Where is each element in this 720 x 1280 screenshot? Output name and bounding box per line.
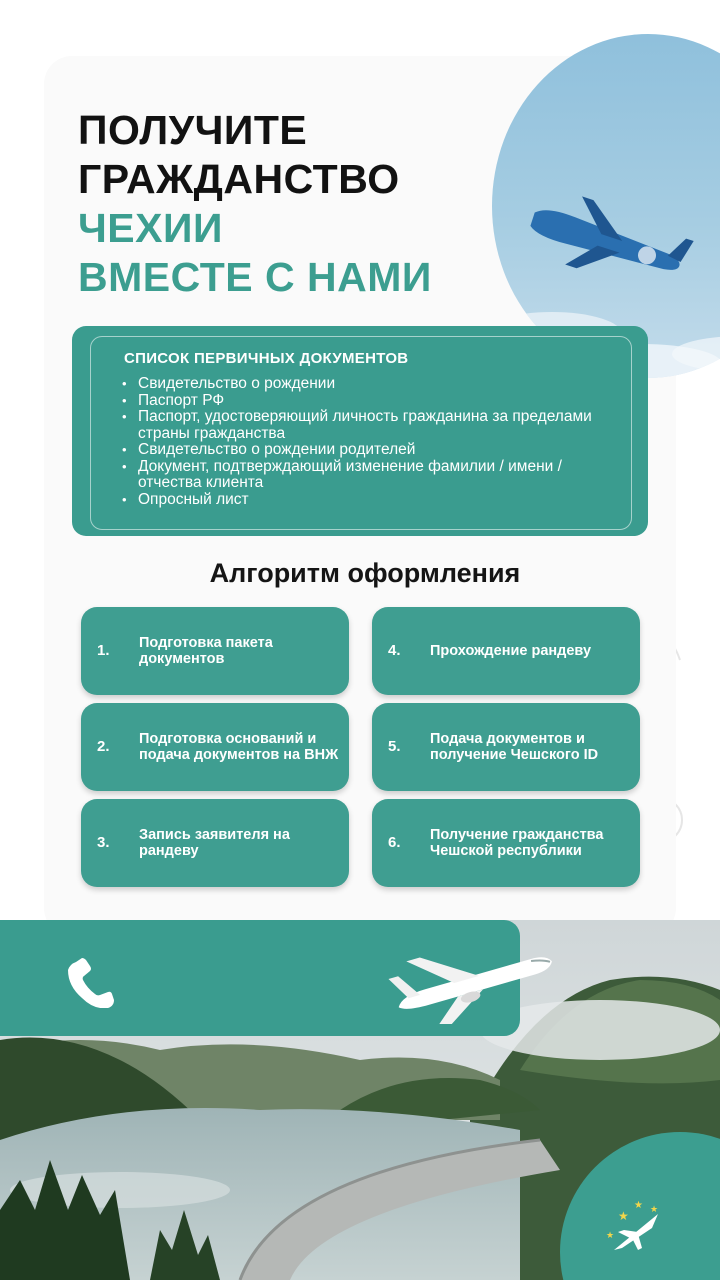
- headline-line-4: ВМЕСТЕ С НАМИ: [78, 254, 432, 300]
- step-text: Получение гражданства Чешской республики: [430, 826, 604, 859]
- documents-item: • Свидетельство о рождении родителей: [122, 442, 612, 459]
- headline-line-2: ГРАЖДАНСТВО: [78, 156, 400, 202]
- step-text: Запись заявителя на рандеву: [139, 826, 290, 859]
- documents-item: • Опросный лист: [122, 492, 612, 509]
- step-number: 6.: [388, 834, 401, 851]
- headline-line-1: ПОЛУЧИТЕ: [78, 107, 308, 153]
- step-card-4: [372, 607, 640, 695]
- documents-list: [122, 376, 612, 508]
- step-card-5: [372, 703, 640, 791]
- phone-icon[interactable]: [62, 956, 114, 1008]
- step-number: 2.: [97, 738, 110, 755]
- step-card-3: [81, 799, 349, 887]
- step-text: Подготовка пакета документов: [139, 634, 273, 667]
- headline-line-3: ЧЕХИИ: [78, 205, 223, 251]
- step-text: Подготовка оснований и подача документов на ВНЖ: [139, 730, 339, 763]
- step-card-6: [372, 799, 640, 887]
- svg-text:★: ★: [606, 1231, 615, 1241]
- svg-text:★: ★: [650, 1205, 659, 1215]
- step-text: Прохождение рандеву: [430, 642, 592, 659]
- white-airplane-image: [384, 936, 560, 1024]
- documents-title: СПИСОК ПЕРВИЧНЫХ ДОКУМЕНТОВ: [124, 350, 409, 367]
- step-number: 5.: [388, 738, 401, 755]
- step-card-2: [81, 703, 349, 791]
- documents-item: • Свидетельство о рождении: [122, 376, 612, 393]
- step-card-1: [81, 607, 349, 695]
- svg-text:★: ★: [634, 1200, 643, 1211]
- step-number: 4.: [388, 642, 401, 659]
- headline: [78, 106, 498, 302]
- documents-item: • Паспорт, удостоверяющий личность гражданина за пределами страны гражданства: [122, 409, 612, 442]
- documents-item: • Паспорт РФ: [122, 393, 612, 410]
- svg-text:★: ★: [618, 1209, 629, 1223]
- step-text: Подача документов и получение Чешского ID: [430, 730, 599, 763]
- documents-item: • Документ, подтверждающий изменение фамилии / имени / отчества клиента: [122, 459, 612, 492]
- step-number: 3.: [97, 834, 110, 851]
- airplane-stars-logo: [604, 1198, 664, 1262]
- step-number: 1.: [97, 642, 110, 659]
- algorithm-title: Алгоритм оформления: [209, 558, 521, 588]
